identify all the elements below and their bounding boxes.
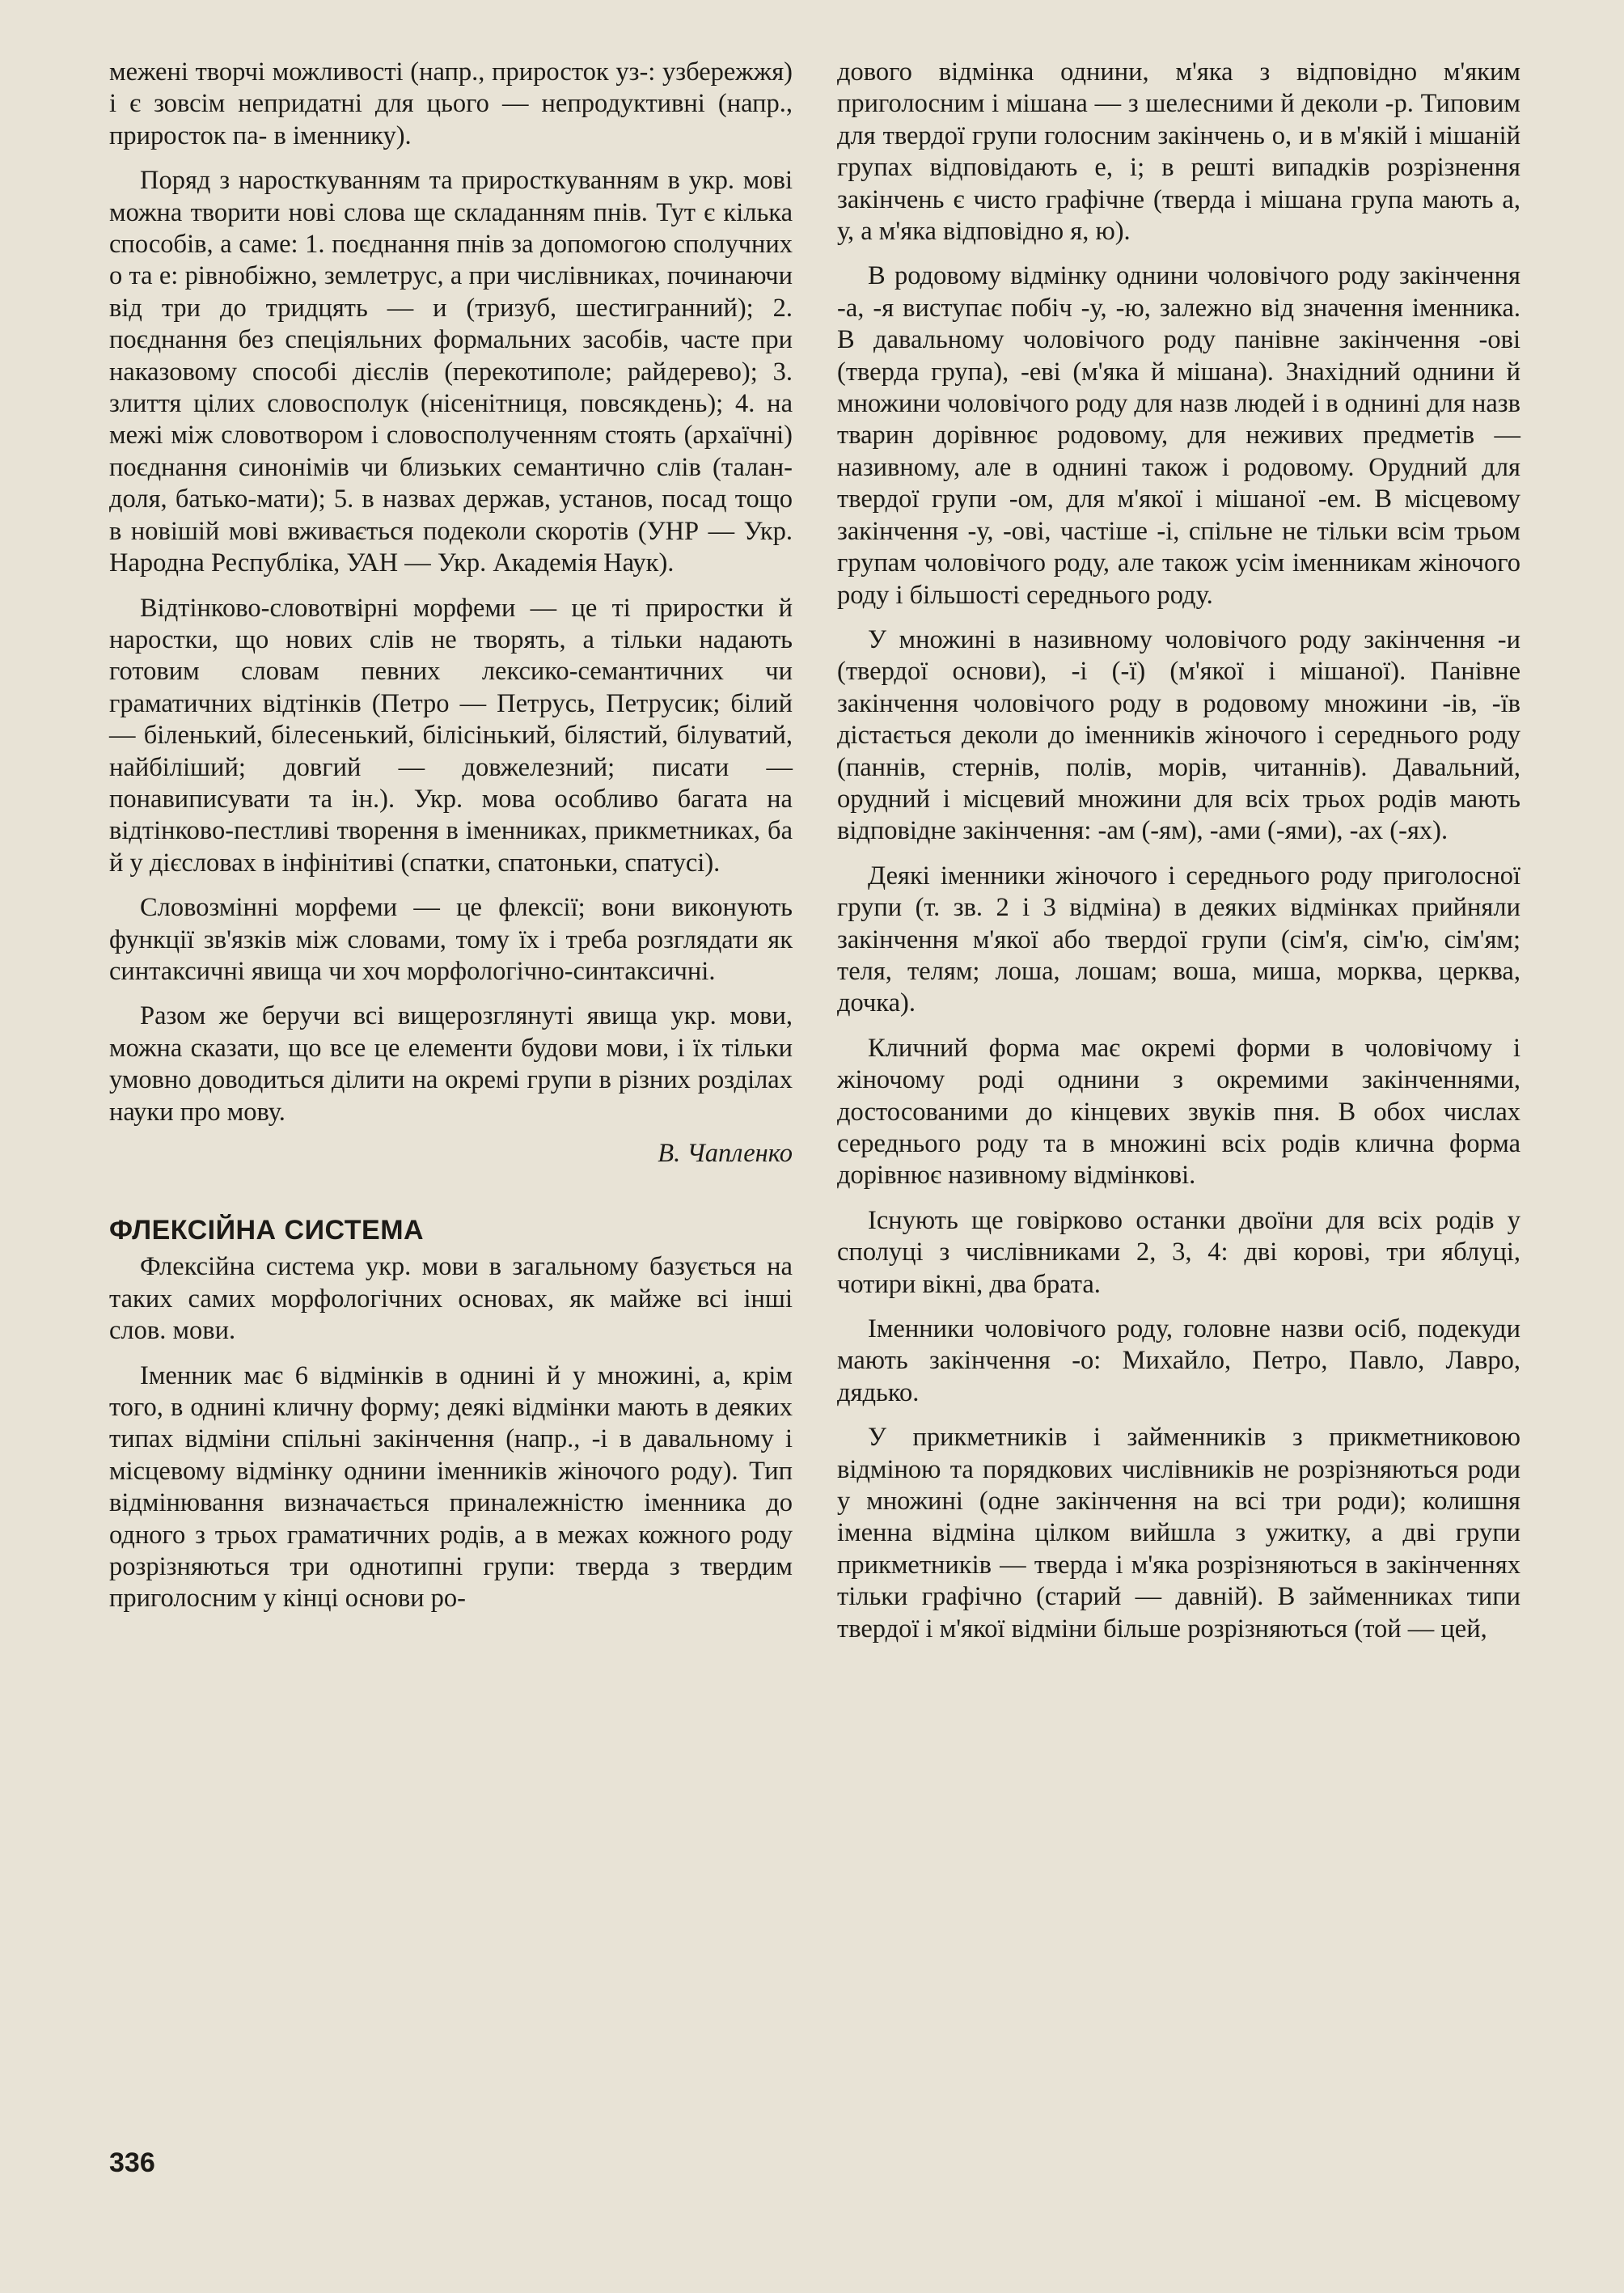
- left-paragraph-7: Іменник має 6 відмінків в однині й у множині, а, крім того, в однині кличну форму; деякі відмінки мають в деяких типах відміни спільні закінчення (напр., -і в давальному і місцевому відмінку однини іменників жіночого роду). Тип відмінювання визначається приналежністю іменника до одного з трьох граматичних родів, а в межах кожного роду розрізняються три однотипні групи: тверда з твердим приголосним у кінці основи ро-: [109, 1360, 793, 1614]
- page-number: 336: [109, 2147, 155, 2178]
- right-paragraph-4: Деякі іменники жіночого і середнього роду приголосної групи (т. зв. 2 і 3 відміна) в деяких відмінках прийняли закінчення м'якої або твердої групи (сім'я, сім'ю, сім'ям; теля, телям; лоша, лошам; воша, миша, морква, церква, дочка).: [837, 861, 1520, 1018]
- author-signature: В. Чапленко: [658, 1139, 793, 1168]
- right-paragraph-6: Існують ще говірково останки двоїни для всіх родів у сполуці з числівниками 2, 3, 4: дві корові, три яблуці, чотири вікні, два брата.: [837, 1205, 1520, 1299]
- right-paragraph-1: дового відмінка однини, м'яка з відповідно м'яким приголосним і мішана — з шелесними й деколи -р. Типовим для твердої групи голосним закінчень о, и в м'якій і мішаній групах відповідають е, і; в решті випадків розрізнення закінчень є чисто графічне (тверда і мішана група мають а, у, а м'яка відповідно я, ю).: [837, 57, 1520, 247]
- left-paragraph-5: Разом же беручи всі вищерозглянуті явища укр. мови, можна сказати, що все це елементи будови мови, і їх тільки умовно доводиться ділити на окремі групи в різних розділах науки про мову.: [109, 1001, 793, 1127]
- left-column: [109, 57, 793, 1628]
- left-paragraph-4: Словозмінні морфеми — це флексії; вони виконують функції зв'язків між словами, тому їх і треба розглядати як синтаксичні явища чи хоч морфологічно-синтаксичні.: [109, 893, 793, 986]
- section-heading: ФЛЕКСІЙНА СИСТЕМА: [109, 1215, 425, 1246]
- left-paragraph-6: Флексійна система укр. мови в загальному базується на таких самих морфологічних основах, як майже всі інші слов. мови.: [109, 1252, 793, 1346]
- right-paragraph-3: У множині в називному чоловічого роду закінчення -и (твердої основи), -і (-ї) (м'якої і мішаної). Панівне закінчення чоловічого роду в родовому множини -ів, -їв дістається деколи до іменників жіночого і середнього роду (паннів, стернів, полів, морів, читаннів). Давальний, орудний і місцевий множини для всіх трьох родів мають відповідне закінчення: -ам (-ям), -ами (-ями), -ах (-ях).: [837, 624, 1520, 846]
- left-paragraph-1: межені творчі можливості (напр., приросток уз-: узбережжя) і є зовсім непридатні для цього — непродуктивні (напр., приросток па- в іменнику).: [109, 57, 793, 150]
- right-paragraph-8: У прикметників і займенників з прикметниковою відміною та порядкових числівників не розрізняються роди у множині (одне закінчення на всі три роди); колишня іменна відміна цілком вийшла з ужитку, а дві групи прикметників — тверда і м'яка розрізняються в закінченнях тільки графічно (старий — давній). В займенниках типи твердої і м'якої відміни більше розрізняються (той — цей,: [837, 1423, 1520, 1644]
- right-column: [837, 57, 1520, 1658]
- left-paragraph-3: Відтінково-словотвірні морфеми — це ті приростки й наростки, що нових слів не творять, а тільки надають готовим словам певних лексико-семантичних чи граматичних відтінків (Петро — Петрусь, Петрусик; білий — біленький, білесенький, білісінький, білястий, білуватий, найбіліший; довгий — довжелезний; писати — понавиписувати та ін.). Укр. мова особливо багата на відтінково-пестливі творення в іменниках, прикметниках, ба й у дієсловах в інфінітиві (спатки, спатоньки, спатусі).: [109, 593, 793, 878]
- right-paragraph-5: Кличний форма має окремі форми в чоловічому і жіночому роді однини з окремими закінченнями, достосованими до кінцевих звуків пня. В обох числах середнього роду та в множині всіх родів клична форма дорівнює називному відмінкові.: [837, 1033, 1520, 1191]
- right-paragraph-2: В родовому відмінку однини чоловічого роду закінчення -а, -я виступає побіч -у, -ю, залежно від значення іменника. В давальному чоловічого роду панівне закінчення -ові (тверда група), -еві (м'яка й мішана). Знахідний однини й множини чоловічого роду для назв людей і в однині для назв тварин дорівнює родовому, для неживих предметів — називному, але в однині також і родовому. Орудний для твердої групи -ом, для м'якої і мішаної -ем. В місцевому закінчення -у, -ові, частіше -і, спільне не тільки всім трьом групам чоловічого роду, але також усім іменникам жіночого роду і більшості середнього роду.: [837, 261, 1520, 610]
- right-paragraph-7: Іменники чоловічого роду, головне назви осіб, подекуди мають закінчення -о: Михайло, Петро, Павло, Лавро, дядько.: [837, 1314, 1520, 1407]
- left-paragraph-2: Поряд з наросткуванням та приросткуванням в укр. мові можна творити нові слова ще складанням пнів. Тут є кілька способів, а саме: 1. поєднання пнів за допомогою сполучних о та е: рівнобіжно, землетрус, а при числівниках, починаючи від три до тридцять — и (тризуб, шестигранний); 2. поєднання без спеціяльних формальних засобів, часте при наказовому способі дієслів (перекотиполе; райдерево); 3. злиття цілих словосполук (нісенітниця, повсякдень); 4. на межі між словотвором і словосполученням стоять (архаїчні) поєднання синонімів чи близьких семантично слів (талан-доля, батько-мати); 5. в назвах держав, установ, посад тощо в новішій мові вживається подеколи скоротів (УНР — Укр. Народна Республіка, УАН — Укр. Академія Наук).: [109, 166, 793, 578]
